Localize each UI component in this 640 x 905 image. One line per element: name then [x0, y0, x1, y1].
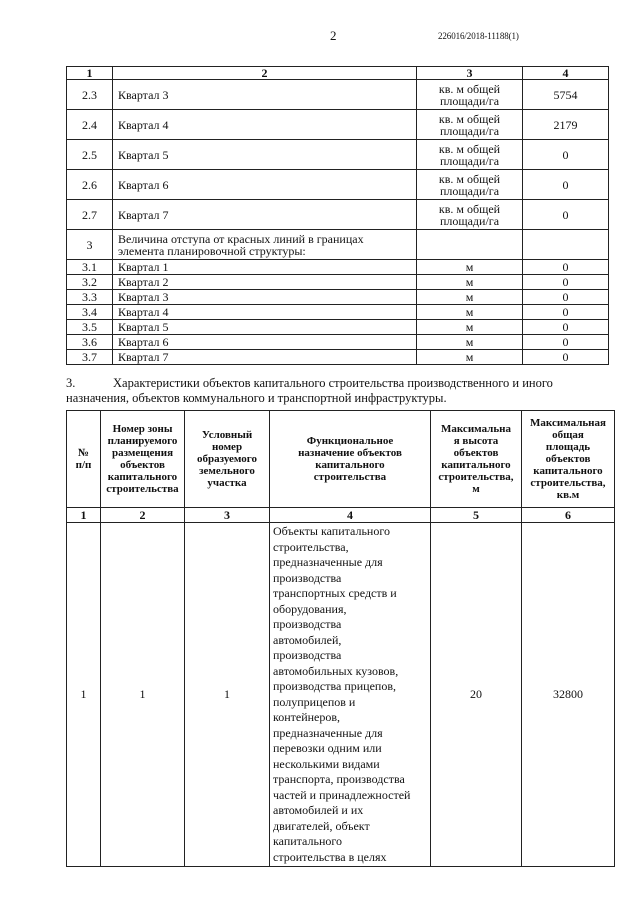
row-unit: кв. м общей площади/га — [417, 140, 523, 170]
row-unit: м — [417, 350, 523, 365]
paragraph-line: Характеристики объектов капитального строительства производственного и иного — [113, 376, 553, 390]
indicators-table — [66, 66, 609, 365]
row-value: 0 — [523, 260, 609, 275]
row-name: Квартал 6 — [113, 170, 417, 200]
row-number: 2.5 — [67, 140, 113, 170]
row-name: Квартал 6 — [113, 335, 417, 350]
description-line: производства — [273, 570, 342, 585]
column-number-row — [67, 508, 615, 523]
row-value: 0 — [523, 275, 609, 290]
column-number-row — [67, 67, 609, 80]
table-row — [67, 80, 609, 110]
description-line: оборудования, — [273, 601, 347, 616]
column-number: 6 — [522, 508, 615, 523]
empty-cell — [417, 230, 523, 260]
description-line: автомобилей, — [273, 632, 342, 647]
header-cell: Условный номер образуемого земельного участка — [185, 411, 270, 508]
column-number: 1 — [67, 508, 101, 523]
function-description — [270, 523, 431, 867]
row-number: 3.5 — [67, 320, 113, 335]
row-unit: кв. м общей площади/га — [417, 80, 523, 110]
table-row — [67, 170, 609, 200]
row-number: 2.6 — [67, 170, 113, 200]
header-cell: Функциональное назначение объектов капитального строительства — [270, 411, 431, 508]
row-unit: м — [417, 275, 523, 290]
table-row — [67, 260, 609, 275]
row-number: 3.2 — [67, 275, 113, 290]
row-value: 0 — [523, 350, 609, 365]
description-line: автомобилей и их — [273, 803, 364, 817]
document-id: 226016/2018-11188(1) — [438, 31, 519, 41]
description-line: автомобильных кузовов, — [273, 663, 399, 678]
description-line: предназначенные для — [273, 555, 383, 569]
table-row — [67, 140, 609, 170]
description-line: предназначенные для — [273, 725, 383, 740]
row-value: 0 — [523, 335, 609, 350]
row-name: Квартал 4 — [113, 305, 417, 320]
plot-number: 1 — [185, 523, 270, 867]
zone-number: 1 — [101, 523, 185, 867]
empty-cell — [523, 230, 609, 260]
row-number: 3.4 — [67, 305, 113, 320]
row-unit: м — [417, 260, 523, 275]
section-number: 3 — [67, 230, 113, 260]
row-name: Квартал 5 — [113, 320, 417, 335]
row-name: Квартал 3 — [113, 80, 417, 110]
column-number: 2 — [113, 67, 417, 80]
description-line: перевозки одним или — [273, 741, 382, 755]
row-name: Квартал 7 — [113, 200, 417, 230]
section-paragraph — [66, 376, 614, 406]
row-number: 1 — [67, 523, 101, 867]
header-cell: Номер зоны планируемого размещения объектов капитального строительства — [101, 411, 185, 508]
description-line: производства прицепов, — [273, 679, 397, 693]
row-unit: м — [417, 305, 523, 320]
row-unit: м — [417, 320, 523, 335]
table-row — [67, 200, 609, 230]
table-row — [67, 305, 609, 320]
description-line: Объекты капитального — [273, 524, 390, 538]
table-row — [67, 320, 609, 335]
row-name: Квартал 4 — [113, 110, 417, 140]
row-number: 2.4 — [67, 110, 113, 140]
row-unit: кв. м общей площади/га — [417, 170, 523, 200]
row-name: Квартал 7 — [113, 350, 417, 365]
description-line: капитального — [273, 834, 342, 848]
row-number: 2.3 — [67, 80, 113, 110]
capital-construction-table — [66, 410, 615, 867]
row-name: Квартал 2 — [113, 275, 417, 290]
description-line: транспортных средств и — [273, 586, 397, 600]
description-line: несколькими видами — [273, 756, 380, 771]
row-number: 3.3 — [67, 290, 113, 305]
row-unit: м — [417, 290, 523, 305]
section-row — [67, 230, 609, 260]
column-number: 2 — [101, 508, 185, 523]
description-line: двигателей, объект — [273, 818, 370, 833]
description-line: контейнеров, — [273, 710, 341, 724]
row-name: Квартал 1 — [113, 260, 417, 275]
header-row — [67, 411, 615, 508]
table-row — [67, 275, 609, 290]
row-value: 0 — [523, 290, 609, 305]
column-number: 4 — [523, 67, 609, 80]
description-line: строительства в целях — [273, 849, 387, 864]
column-number: 1 — [67, 67, 113, 80]
row-name: Квартал 3 — [113, 290, 417, 305]
row-value: 0 — [523, 200, 609, 230]
header-cell: № п/п — [67, 411, 101, 508]
table-row — [67, 350, 609, 365]
row-value: 0 — [523, 320, 609, 335]
row-value: 5754 — [523, 80, 609, 110]
description-line: производства — [273, 648, 342, 662]
table-row — [67, 290, 609, 305]
max-height: 20 — [431, 523, 522, 867]
row-unit: кв. м общей площади/га — [417, 110, 523, 140]
table-row — [67, 110, 609, 140]
description-line: транспорта, производства — [273, 772, 405, 786]
row-number: 3.7 — [67, 350, 113, 365]
column-number: 3 — [417, 67, 523, 80]
description-line: производства — [273, 617, 342, 631]
page-number: 2 — [330, 28, 337, 43]
row-number: 3.6 — [67, 335, 113, 350]
row-value: 0 — [523, 170, 609, 200]
column-number: 3 — [185, 508, 270, 523]
paragraph-number: 3. — [66, 376, 76, 390]
column-number: 4 — [270, 508, 431, 523]
description-line: частей и принадлежностей — [273, 787, 411, 802]
header-cell: Максимальна я высота объектов капитального строительства, м — [431, 411, 522, 508]
row-value: 0 — [523, 140, 609, 170]
row-unit: кв. м общей площади/га — [417, 200, 523, 230]
table-row — [67, 335, 609, 350]
max-area: 32800 — [522, 523, 615, 867]
description-line: строительства, — [273, 539, 349, 554]
row-number: 2.7 — [67, 200, 113, 230]
row-value: 2179 — [523, 110, 609, 140]
paragraph-line: назначения, объектов коммунального и транспортной инфраструктуры. — [66, 391, 447, 405]
section-title: Величина отступа от красных линий в границах элемента планировочной структуры: — [113, 230, 417, 260]
row-value: 0 — [523, 305, 609, 320]
description-line: полуприцепов и — [273, 694, 356, 709]
row-number: 3.1 — [67, 260, 113, 275]
header-cell: Максимальная общая площадь объектов капитального строительства, кв.м — [522, 411, 615, 508]
row-unit: м — [417, 335, 523, 350]
row-name: Квартал 5 — [113, 140, 417, 170]
table-row — [67, 523, 615, 867]
column-number: 5 — [431, 508, 522, 523]
